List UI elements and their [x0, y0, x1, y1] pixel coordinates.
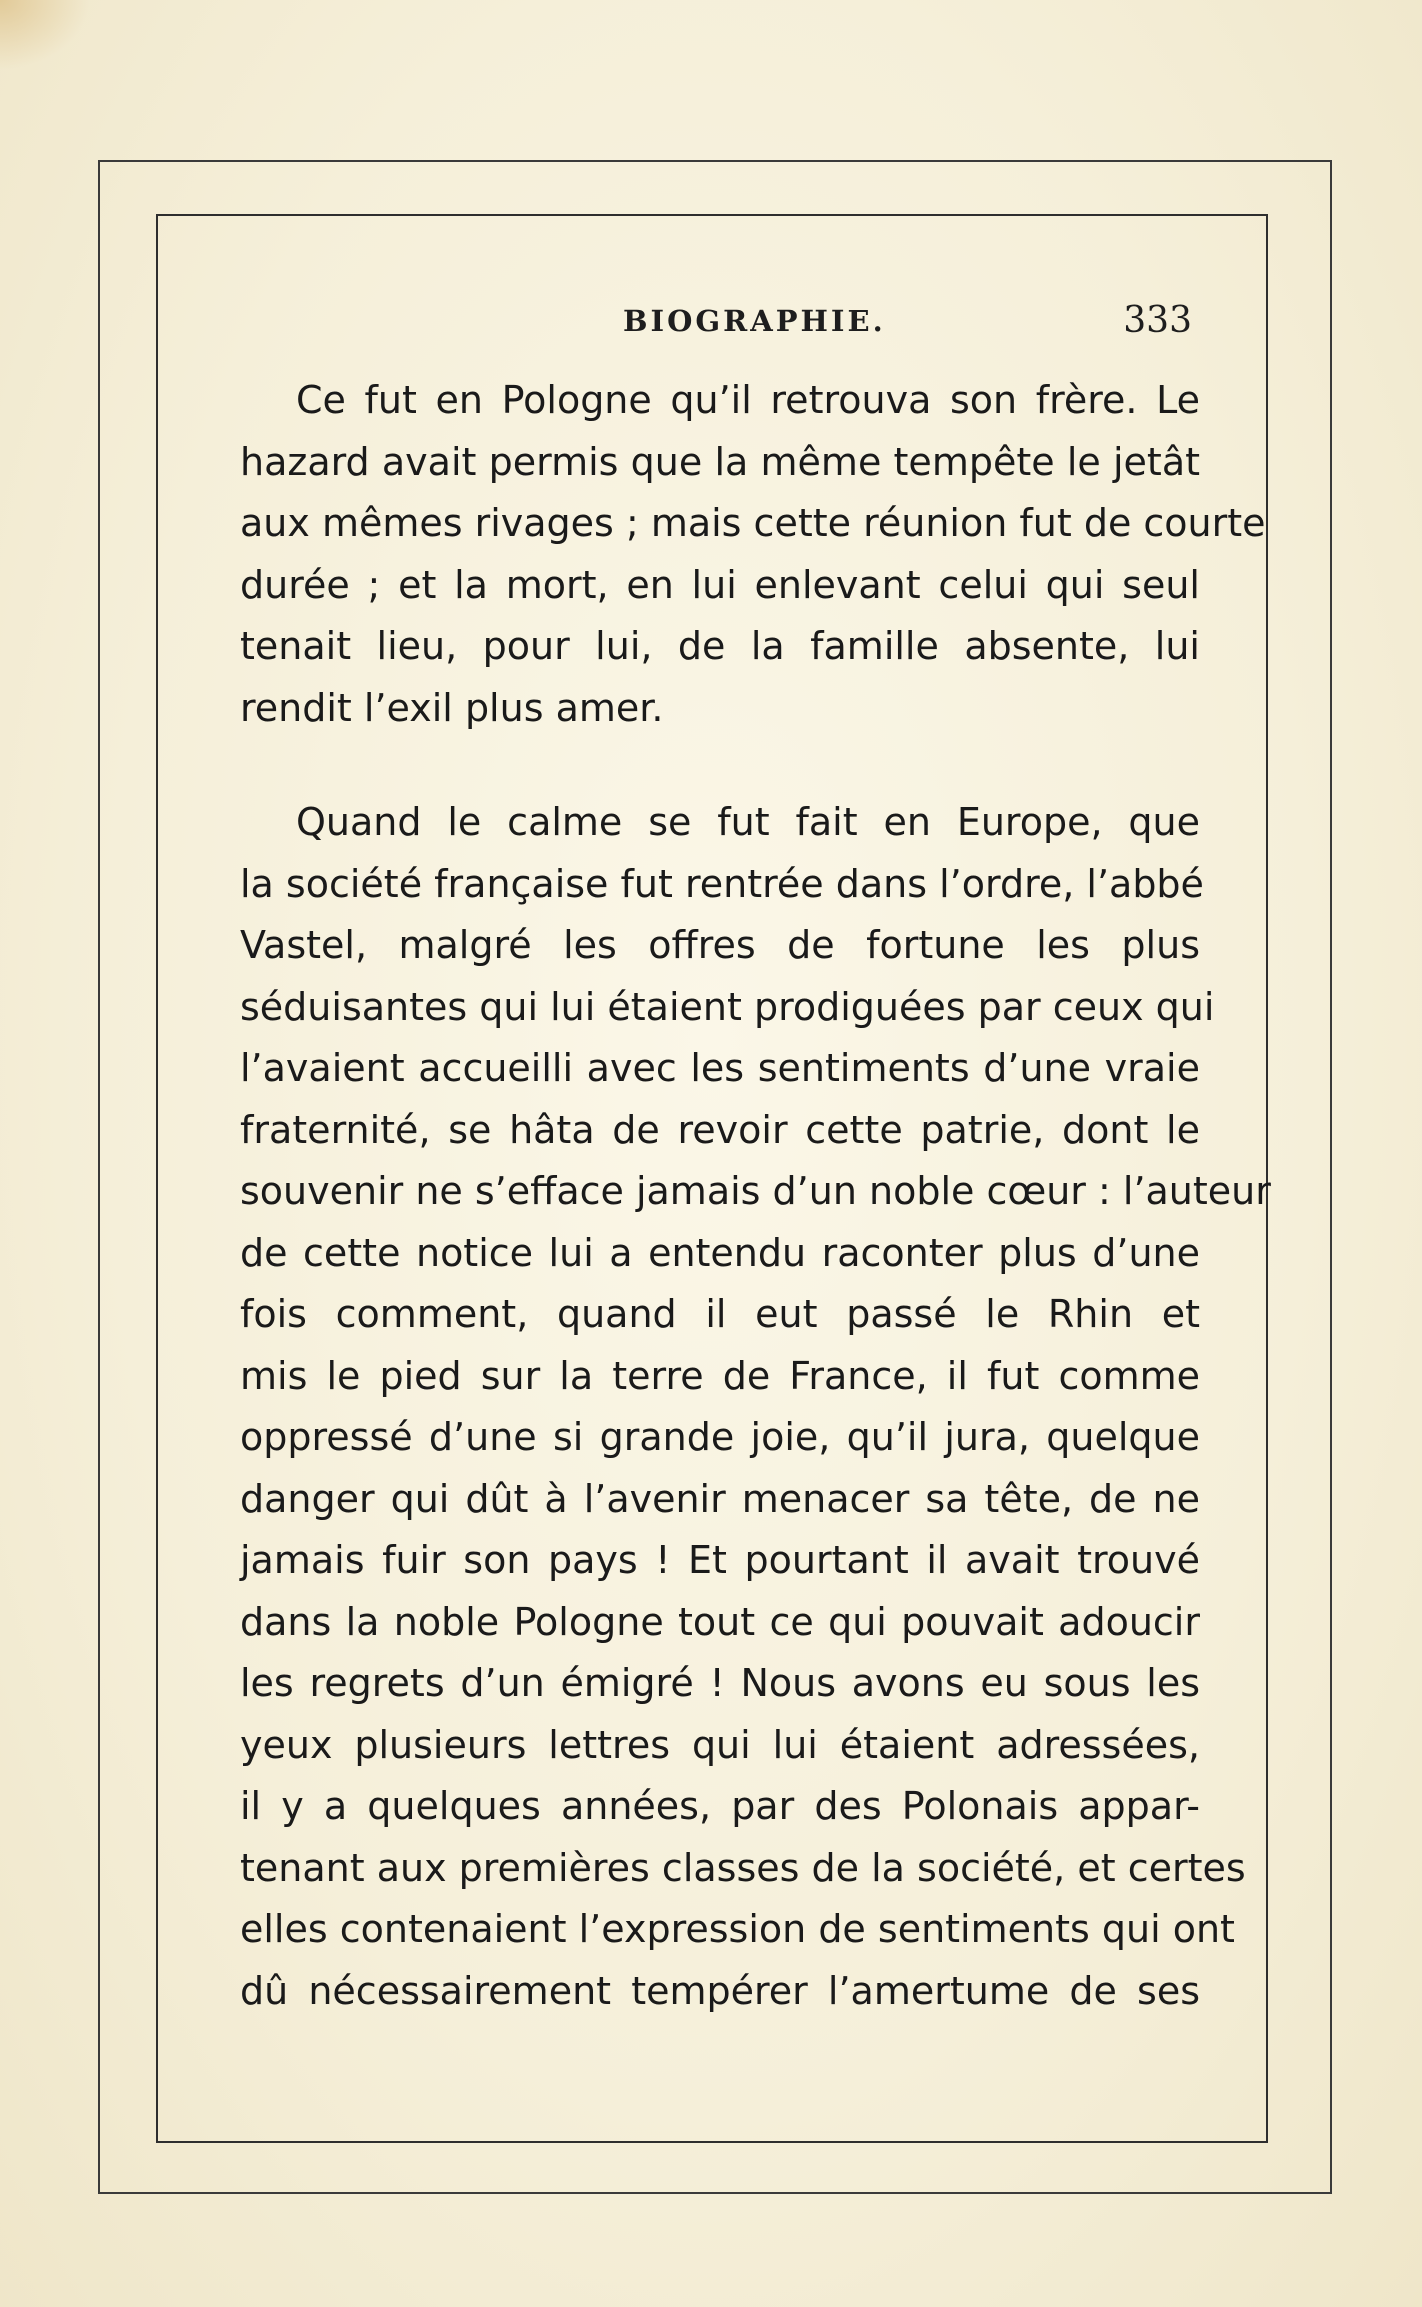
text-line: dans la noble Pologne tout ce qui pouvait adoucir — [240, 1599, 1200, 1644]
text-line: la société française fut rentrée dans l’ordre, l’abbé — [240, 861, 1204, 906]
text-line: souvenir ne s’efface jamais d’un noble cœur : l’auteur — [240, 1169, 1271, 1213]
paragraph-1 — [240, 370, 1266, 739]
paragraph-2 — [240, 792, 1271, 2022]
text-line: fois comment, quand il eut passé le Rhin et — [240, 1292, 1200, 1336]
text-line: rendit l’exil plus amer. — [240, 685, 664, 730]
page-number: 333 — [1123, 300, 1192, 341]
text-line: mis le pied sur la terre de France, il fut comme — [240, 1353, 1200, 1398]
text-line: durée ; et la mort, en lui enlevant celui qui seul — [240, 562, 1200, 607]
text-line: les regrets d’un émigré ! Nous avons eu sous les — [240, 1661, 1200, 1705]
text-line: dû nécessairement tempérer l’amertume de ses — [240, 1968, 1200, 2013]
text-line: séduisantes qui lui étaient prodiguées par ceux qui — [240, 984, 1215, 1029]
text-line: l’avaient accueilli avec les sentiments d’une vraie — [240, 1046, 1200, 1090]
text-line: tenant aux premières classes de la société, et certes — [240, 1845, 1246, 1890]
text-line: hazard avait permis que la même tempête le jetât — [240, 439, 1200, 484]
text-line: il y a quelques années, par des Polonais appar- — [240, 1784, 1200, 1828]
text-line: oppressé d’une si grande joie, qu’il jura, quelque — [240, 1415, 1200, 1459]
text-line: tenait lieu, pour lui, de la famille absente, lui — [240, 624, 1200, 668]
body-text — [240, 370, 1271, 2022]
text-line: danger qui dût à l’avenir menacer sa tête, de ne — [240, 1476, 1200, 1521]
text-line: Quand le calme se fut fait en Europe, que — [296, 800, 1200, 844]
text-line: jamais fuir son pays ! Et pourtant il avait trouvé — [240, 1538, 1200, 1582]
text-line: yeux plusieurs lettres qui lui étaient adressées, — [240, 1722, 1200, 1767]
text-line: de cette notice lui a entendu raconter plus d’une — [240, 1230, 1200, 1275]
paper-stain — [0, 0, 90, 70]
text-line: fraternité, se hâta de revoir cette patrie, dont le — [240, 1107, 1200, 1152]
text-line: Vastel, malgré les offres de fortune les plus — [240, 923, 1200, 967]
running-header — [240, 300, 1200, 350]
running-header-title: BIOGRAPHIE. — [623, 304, 886, 338]
text-line: Ce fut en Pologne qu’il retrouva son frère. Le — [296, 378, 1200, 422]
text-line: aux mêmes rivages ; mais cette réunion fut de courte — [240, 501, 1266, 545]
text-line: elles contenaient l’expression de sentiments qui ont — [240, 1907, 1235, 1951]
